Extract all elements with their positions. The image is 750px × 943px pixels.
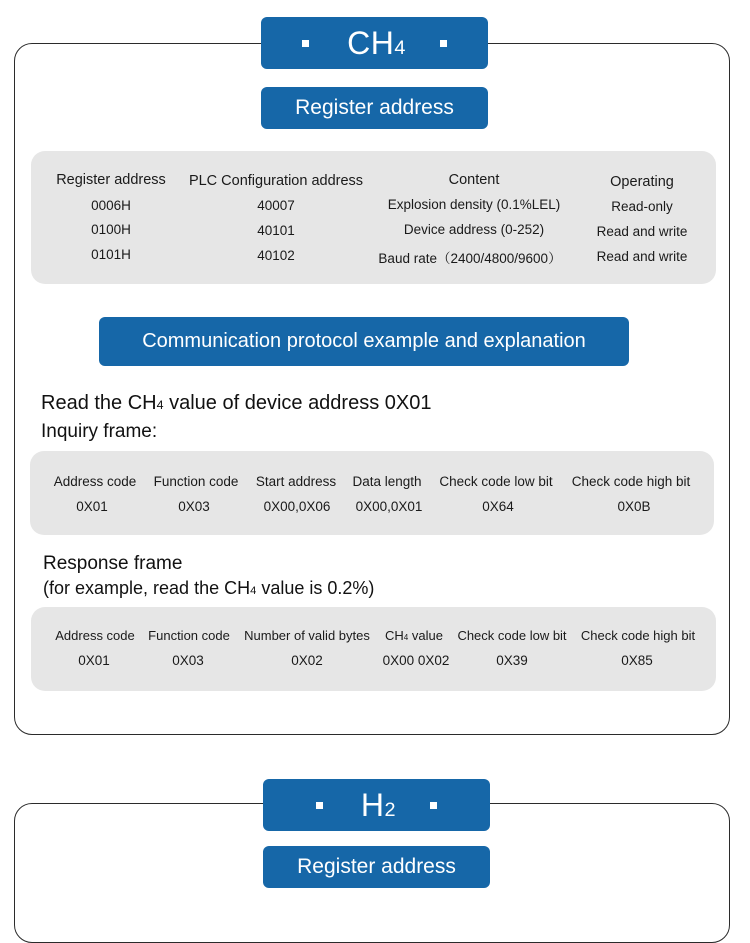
table-cell: Device address (0-252) bbox=[403, 222, 545, 237]
table-header: PLC Configuration address bbox=[188, 173, 364, 189]
h2-register-heading bbox=[263, 846, 490, 888]
register-heading-label: Register address bbox=[295, 96, 454, 119]
table-header: Check code low bit bbox=[439, 474, 553, 489]
ch4-protocol-heading bbox=[99, 317, 629, 366]
table-cell: 0X00,0X06 bbox=[263, 499, 331, 514]
ch4-title-badge bbox=[261, 17, 488, 69]
protocol-heading-label: Communication protocol example and explanation bbox=[142, 330, 586, 352]
response-frame-table bbox=[31, 607, 716, 691]
table-cell: 0X85 bbox=[621, 653, 653, 668]
table-header: Start address bbox=[255, 474, 337, 489]
table-header: CH4 value bbox=[385, 628, 443, 643]
table-cell: 0X64 bbox=[482, 499, 514, 514]
table-cell: 40101 bbox=[257, 223, 295, 238]
bullet-square-icon bbox=[430, 802, 437, 809]
table-cell: Read and write bbox=[596, 249, 688, 264]
table-header: Data length bbox=[352, 474, 422, 489]
table-cell: 0X01 bbox=[76, 499, 108, 514]
table-cell: 0X00 0X02 bbox=[382, 653, 450, 668]
response-frame-note: (for example, read the CH4 value is 0.2%) bbox=[43, 578, 375, 598]
table-cell: 0100H bbox=[91, 222, 131, 237]
inquiry-frame-table bbox=[30, 451, 714, 535]
table-cell: Explosion density (0.1%LEL) bbox=[387, 197, 561, 212]
table-cell: 40102 bbox=[257, 248, 295, 263]
table-cell: Read-only bbox=[611, 199, 673, 214]
table-header: Address code bbox=[53, 474, 137, 489]
register-heading-label: Register address bbox=[297, 855, 456, 878]
read-instruction: Read the CH4 value of device address 0X01 bbox=[41, 392, 432, 414]
inquiry-frame-label: Inquiry frame: bbox=[41, 421, 158, 442]
table-header: Check code high bit bbox=[571, 474, 691, 489]
table-header: Check code low bit bbox=[457, 628, 567, 643]
h2-title-badge bbox=[263, 779, 490, 831]
bullet-square-icon bbox=[316, 802, 323, 809]
table-header: Content bbox=[448, 172, 500, 188]
table-cell: 0X39 bbox=[496, 653, 528, 668]
table-cell: 0101H bbox=[91, 247, 131, 262]
table-header: Address code bbox=[55, 628, 135, 643]
table-cell: 0X03 bbox=[178, 499, 210, 514]
table-cell: Baud rate（2400/4800/9600） bbox=[378, 251, 562, 266]
table-header: Register address bbox=[56, 172, 166, 188]
table-cell: 0X03 bbox=[172, 653, 204, 668]
table-cell: 0006H bbox=[91, 198, 131, 213]
ch4-register-table bbox=[31, 151, 716, 284]
table-header: Operating bbox=[610, 174, 674, 190]
table-cell: 40007 bbox=[257, 198, 295, 213]
table-cell: Read and write bbox=[596, 224, 688, 239]
bullet-square-icon bbox=[302, 40, 309, 47]
table-cell: 0X02 bbox=[291, 653, 323, 668]
response-frame-label: Response frame bbox=[43, 553, 183, 574]
table-header: Function code bbox=[153, 474, 239, 489]
ch4-title: CH4 bbox=[347, 24, 406, 61]
h2-title: H2 bbox=[360, 786, 397, 823]
table-header: Function code bbox=[148, 628, 230, 643]
table-header: Number of valid bytes bbox=[244, 628, 370, 643]
table-header: Check code high bit bbox=[580, 628, 696, 643]
table-cell: 0X01 bbox=[78, 653, 110, 668]
table-cell: 0X0B bbox=[617, 499, 651, 514]
bullet-square-icon bbox=[440, 40, 447, 47]
table-cell: 0X00,0X01 bbox=[355, 499, 423, 514]
ch4-register-heading bbox=[261, 87, 488, 129]
